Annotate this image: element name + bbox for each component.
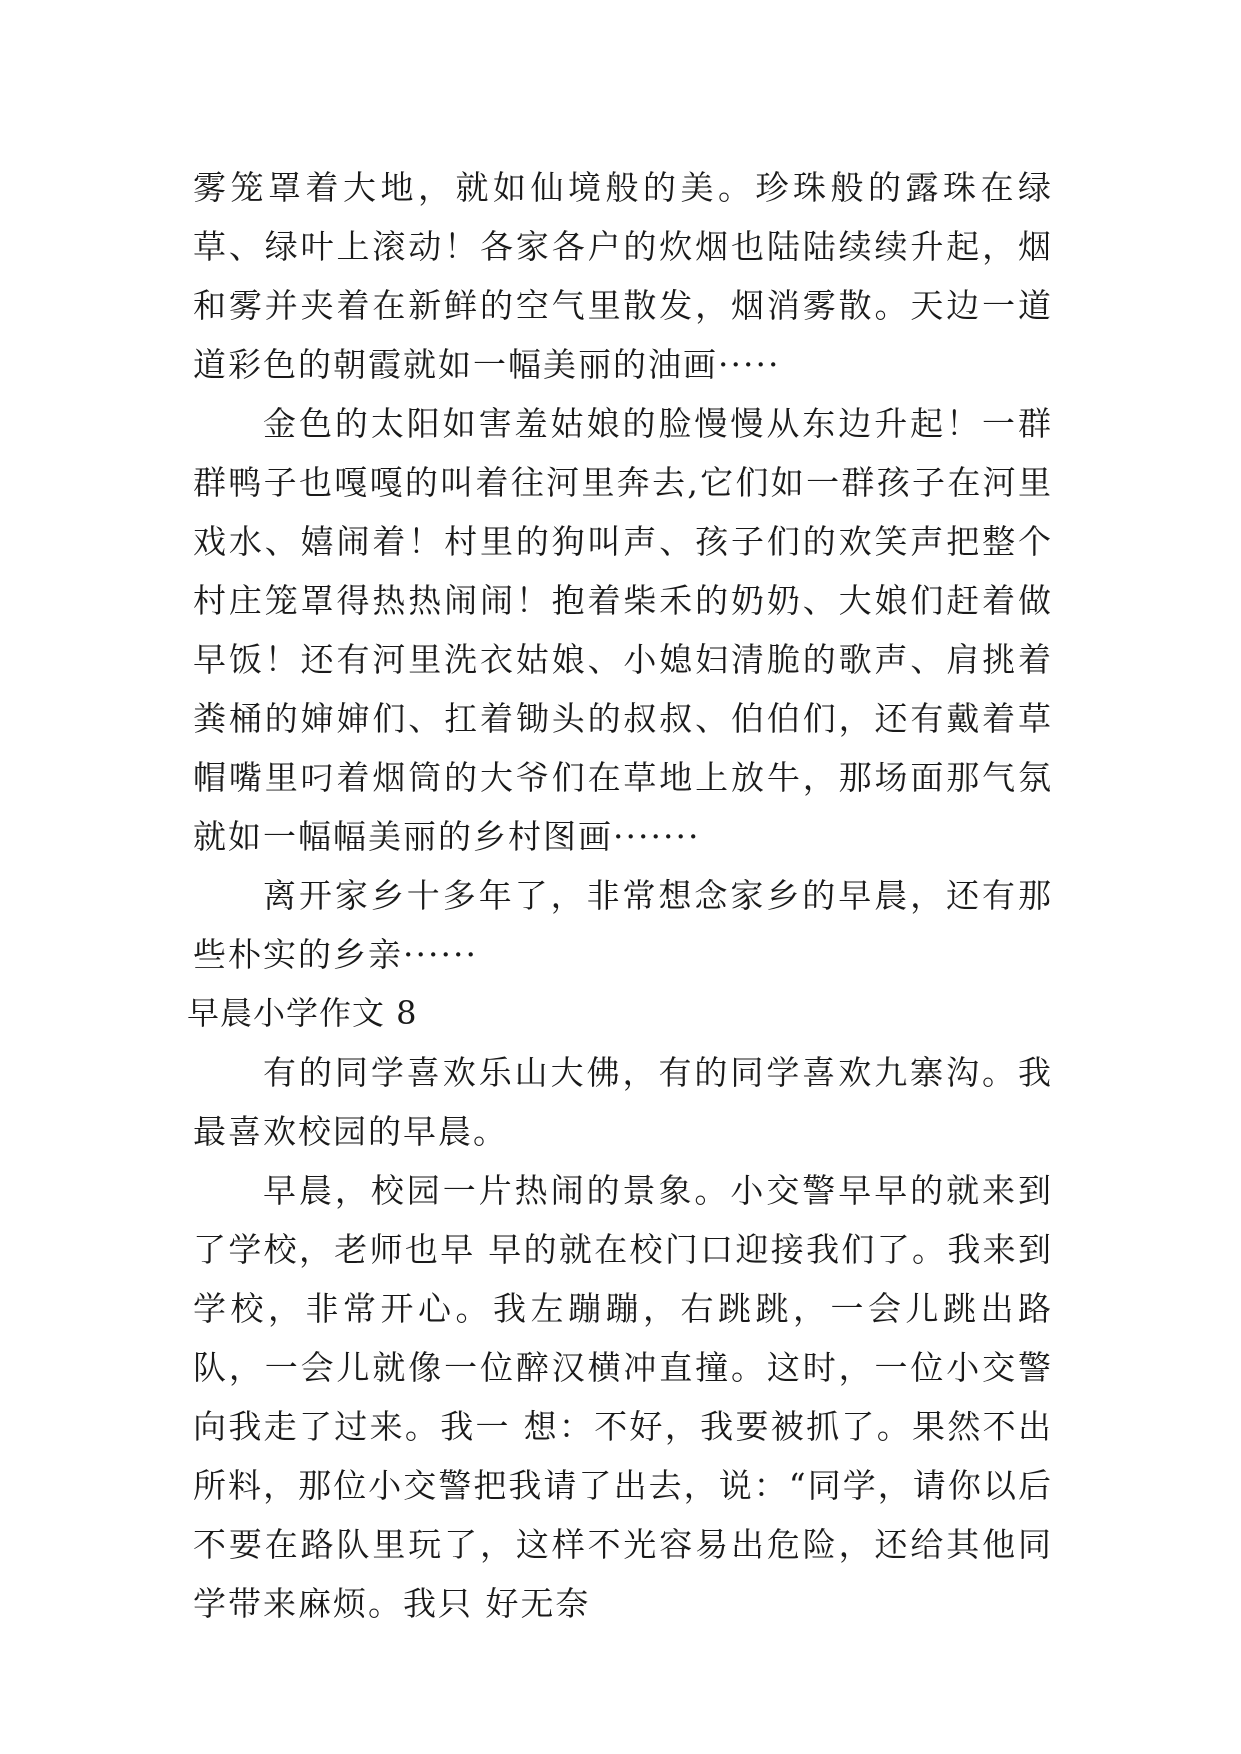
paragraph-school-morning: 早晨，校园一片热闹的景象。小交警早早的就来到了学校，老师也早 早的就在校门口迎接我们了。我来到学校，非常开心。我左蹦蹦，右跳跳，一会儿跳出路队，一会儿就像一位醉汉横冲直撞。这时，一位小交警向我走了过来。我一 想：不好，我要被抓了。果然不出所料，那位小交警把我请了出去，说：“同学，请你以后不要在路队里玩了，这样不光容易出危险，还给其他同学带来麻烦。我只 好无奈 xyxy=(193,1171,1053,1623)
document-body xyxy=(187,158,1053,1633)
paragraph-hometown: 离开家乡十多年了，非常想念家乡的早晨，还有那些朴实的乡亲······ xyxy=(193,876,1053,974)
paragraph-sunrise: 金色的太阳如害羞姑娘的脸慢慢从东边升起！一群群鸭子也嘎嘎的叫着往河里奔去,它们如一群孩子在河里戏水、嬉闹着！村里的狗叫声、孩子们的欢笑声把整个村庄笼罩得热热闹闹！抱着柴禾的奶奶、大娘们赶着做早饭！还有河里洗衣姑娘、小媳妇清脆的歌声、肩挑着粪桶的婶婶们、扛着锄头的叔叔、伯伯们，还有戴着草帽嘴里叼着烟筒的大爷们在草地上放牛，那场面那气氛就如一幅幅美丽的乡村图画······· xyxy=(193,404,1053,856)
paragraph-fog: 雾笼罩着大地，就如仙境般的美。珍珠般的露珠在绿草、绿叶上滚动！各家各户的炊烟也陆陆续续升起，烟和雾并夹着在新鲜的空气里散发，烟消雾散。天边一道道彩色的朝霞就如一幅美丽的油画····· xyxy=(193,168,1053,384)
section-title: 早晨小学作文 8 xyxy=(187,994,418,1032)
paragraph-intro: 有的同学喜欢乐山大佛，有的同学喜欢九寨沟。我最喜欢校园的早晨。 xyxy=(193,1053,1053,1151)
